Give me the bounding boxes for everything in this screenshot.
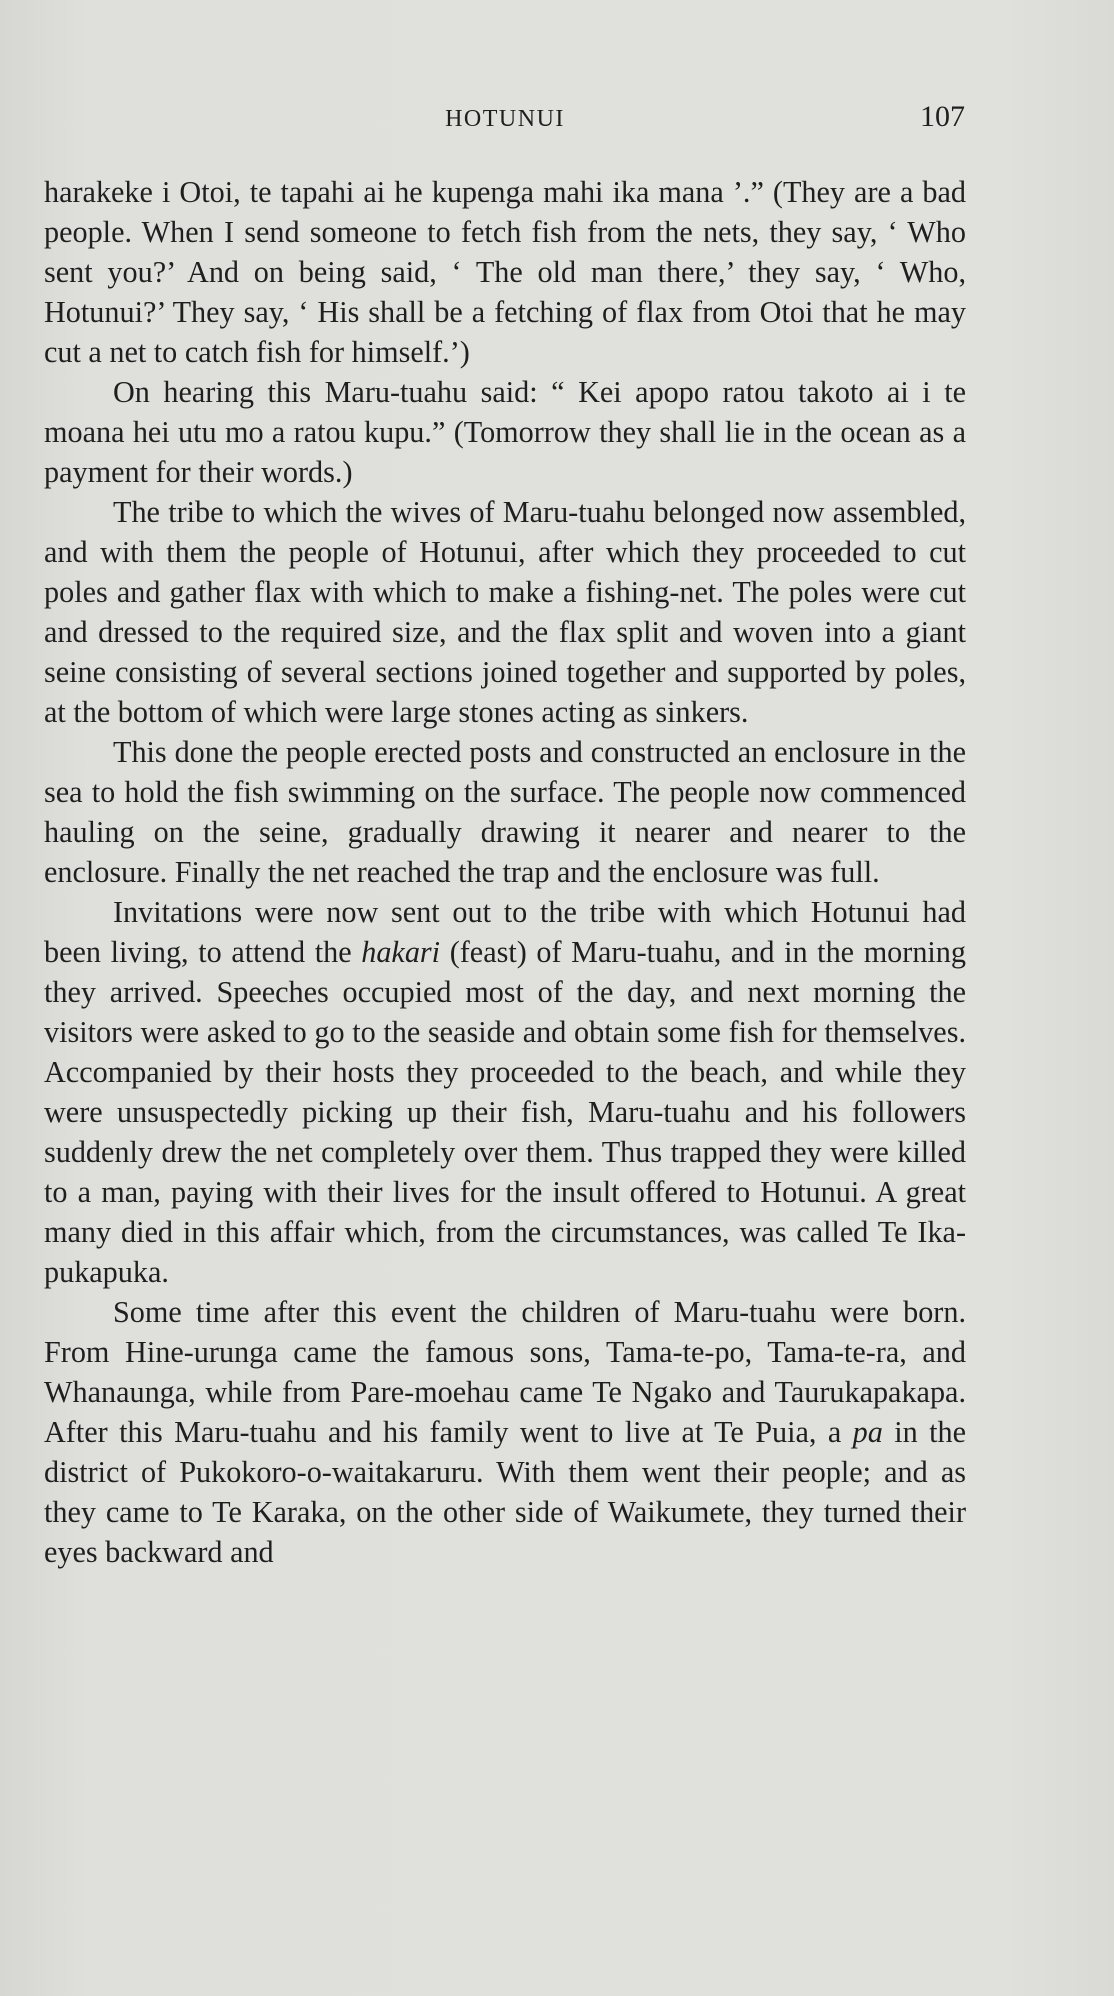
paragraph-5-text-before: Invitations were now sent out to the tribe with which Hotunui had been living, to attend the	[44, 895, 966, 969]
paragraph-4: This done the people erected posts and constructed an enclosure in the sea to hold the fish swimming on the surface. The people now commenced hauling on the seine, gradually drawing it nearer and nearer to the enclosure. Finally the net reached the trap and the enclosure was full.	[44, 735, 966, 889]
running-header	[45, 100, 965, 140]
paragraph-6	[44, 1292, 966, 1572]
paragraph-6-italic-term: pa	[852, 1415, 883, 1449]
paragraph-3: The tribe to which the wives of Maru-tuahu belonged now assembled, and with them the people of Hotunui, after which they proceeded to cut poles and gather flax with which to make a fishing-net. The poles were cut and dressed to the required size, and the flax split and woven into a giant seine consisting of several sections joined together and supported by poles, at the bottom of which were large stones acting as sinkers.	[44, 495, 966, 729]
body-text	[44, 172, 966, 1572]
paragraph-5-italic-term: hakari	[361, 935, 441, 969]
page-number: 107	[920, 100, 965, 133]
paragraph-1: harakeke i Otoi, te tapahi ai he kupenga mahi ika mana ’.” (They are a bad people. When I send someone to fetch fish from the nets, they say, ‘ Who sent you?’ And on being said, ‘ The old man there,’ they say, ‘ Who, Hotunui?’ They say, ‘ His shall be a fetching of flax from Otoi that he may cut a net to catch fish for himself.’)	[44, 175, 966, 369]
paragraph-2: On hearing this Maru-tuahu said: “ Kei apopo ratou takoto ai i te moana hei utu mo a ratou kupu.” (Tomorrow they shall lie in the ocean as a payment for their words.)	[44, 375, 966, 489]
paragraph-5-text-after: (feast) of Maru-tuahu, and in the morning they arrived. Speeches occupied most of the day, and next morning the visitors were asked to go to the seaside and obtain some fish for themselves. Accompanied by their hosts they proceeded to the beach, and while they were unsuspectedly picking up their fish, Maru-tuahu and his followers suddenly drew the net completely over them. Thus trapped they were killed to a man, paying with their lives for the insult offered to Hotunui. A great many died in this affair which, from the circumstances, was called Te Ika-pukapuka.	[44, 935, 966, 1289]
running-title: HOTUNUI	[445, 106, 565, 132]
paragraph-5	[44, 892, 966, 1292]
paragraph-6-text-before: Some time after this event the children of Maru-tuahu were born. From Hine-urunga came the famous sons, Tama-te-po, Tama-te-ra, and Whanaunga, while from Pare-moehau came Te Ngako and Taurukapakapa. After this Maru-tuahu and his family went to live at Te Puia, a	[44, 1295, 966, 1449]
paragraph-6-text-after: in the district of Pukokoro-o-waitakaruru. With them went their people; and as they came to Te Karaka, on the other side of Waikumete, they turned their eyes backward and	[44, 1415, 966, 1569]
